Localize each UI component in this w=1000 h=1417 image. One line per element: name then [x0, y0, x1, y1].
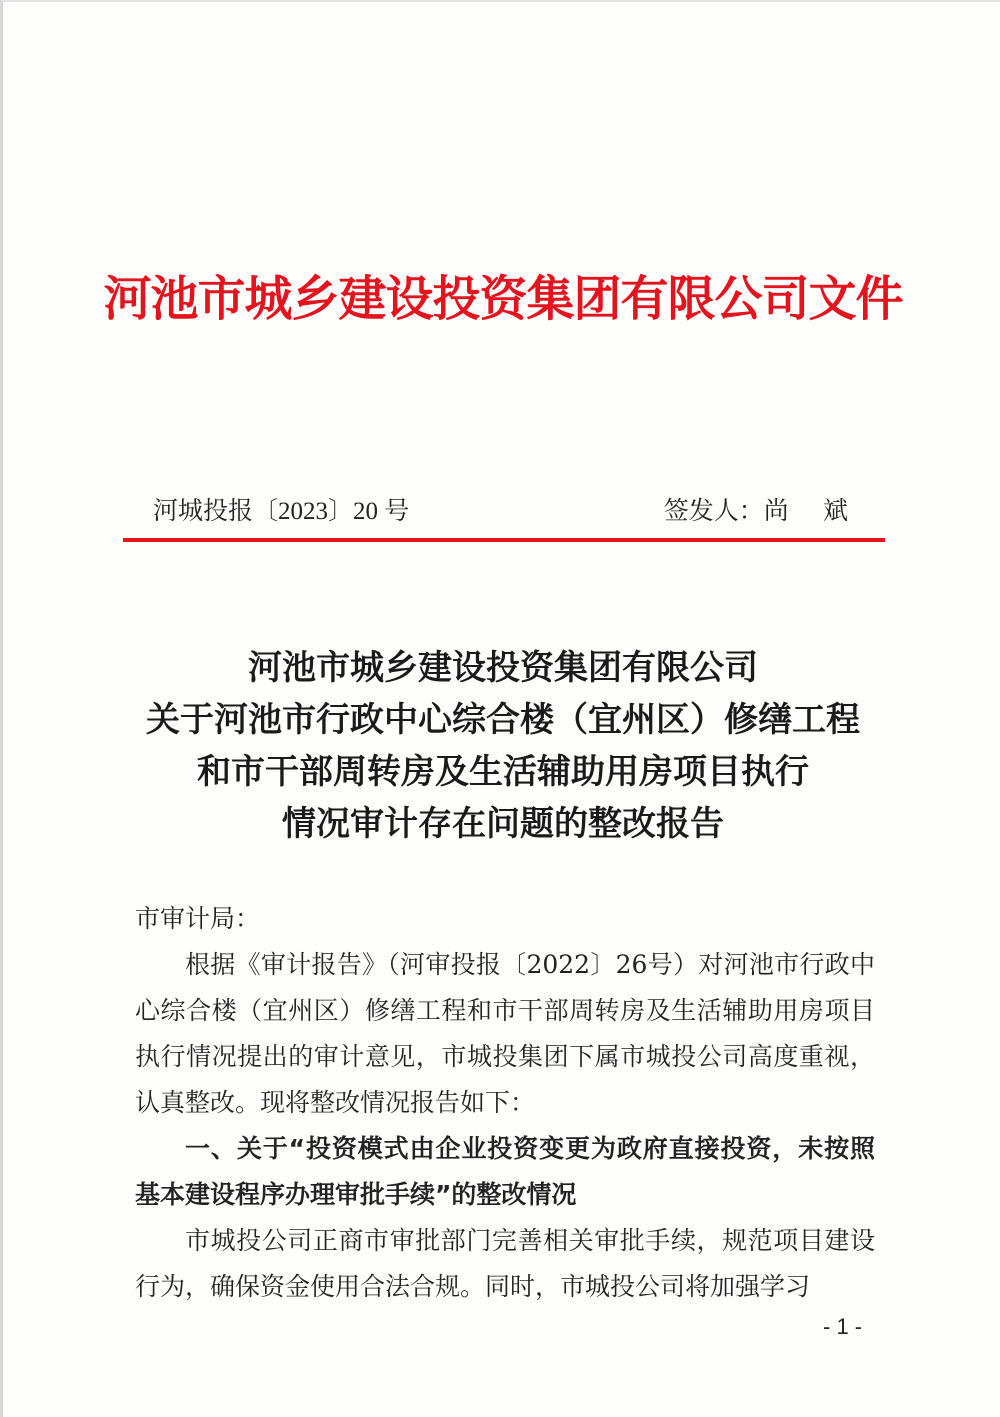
- title-line: 和市干部周转房及生活辅助用房项目执行: [197, 752, 809, 792]
- page-number: - 1 -: [823, 1314, 863, 1339]
- section-heading: 一、关于“投资模式由企业投资变更为政府直接投资，未按照基本建设程序办理审批手续”的整改情况: [135, 1134, 875, 1209]
- body-paragraph: 市城投公司正商市审批部门完善相关审批手续，规范项目建设行为，确保资金使用合法合规。同时，市城投公司将加强学习: [135, 1226, 875, 1301]
- report-title: [83, 642, 923, 850]
- salutation: 市审计局：: [135, 904, 261, 933]
- signer: [664, 492, 862, 532]
- red-separator-line: [123, 538, 885, 542]
- title-line: 河池市城乡建设投资集团有限公司: [248, 648, 758, 688]
- title-line: 关于河池市行政中心综合楼（宜州区）修缮工程: [146, 700, 860, 740]
- title-line: 情况审计存在问题的整改报告: [282, 804, 724, 844]
- body-paragraph: 根据《审计报告》（河审投报〔2022〕26号）对河池市行政中心综合楼（宜州区）修缮工程和市干部周转房及生活辅助用房项目执行情况提出的审计意见，市城投集团下属市城投公司高度重视，认真整改。现将整改情况报告如下：: [135, 950, 875, 1117]
- document-number: 河城投报〔2023〕20 号: [153, 498, 410, 525]
- masthead-title: 河池市城乡建设投资集团有限公司文件: [103, 271, 903, 327]
- signer-label: 签发人：: [663, 498, 764, 525]
- signer-name: 尚 斌: [763, 498, 862, 525]
- report-body: [135, 896, 875, 1310]
